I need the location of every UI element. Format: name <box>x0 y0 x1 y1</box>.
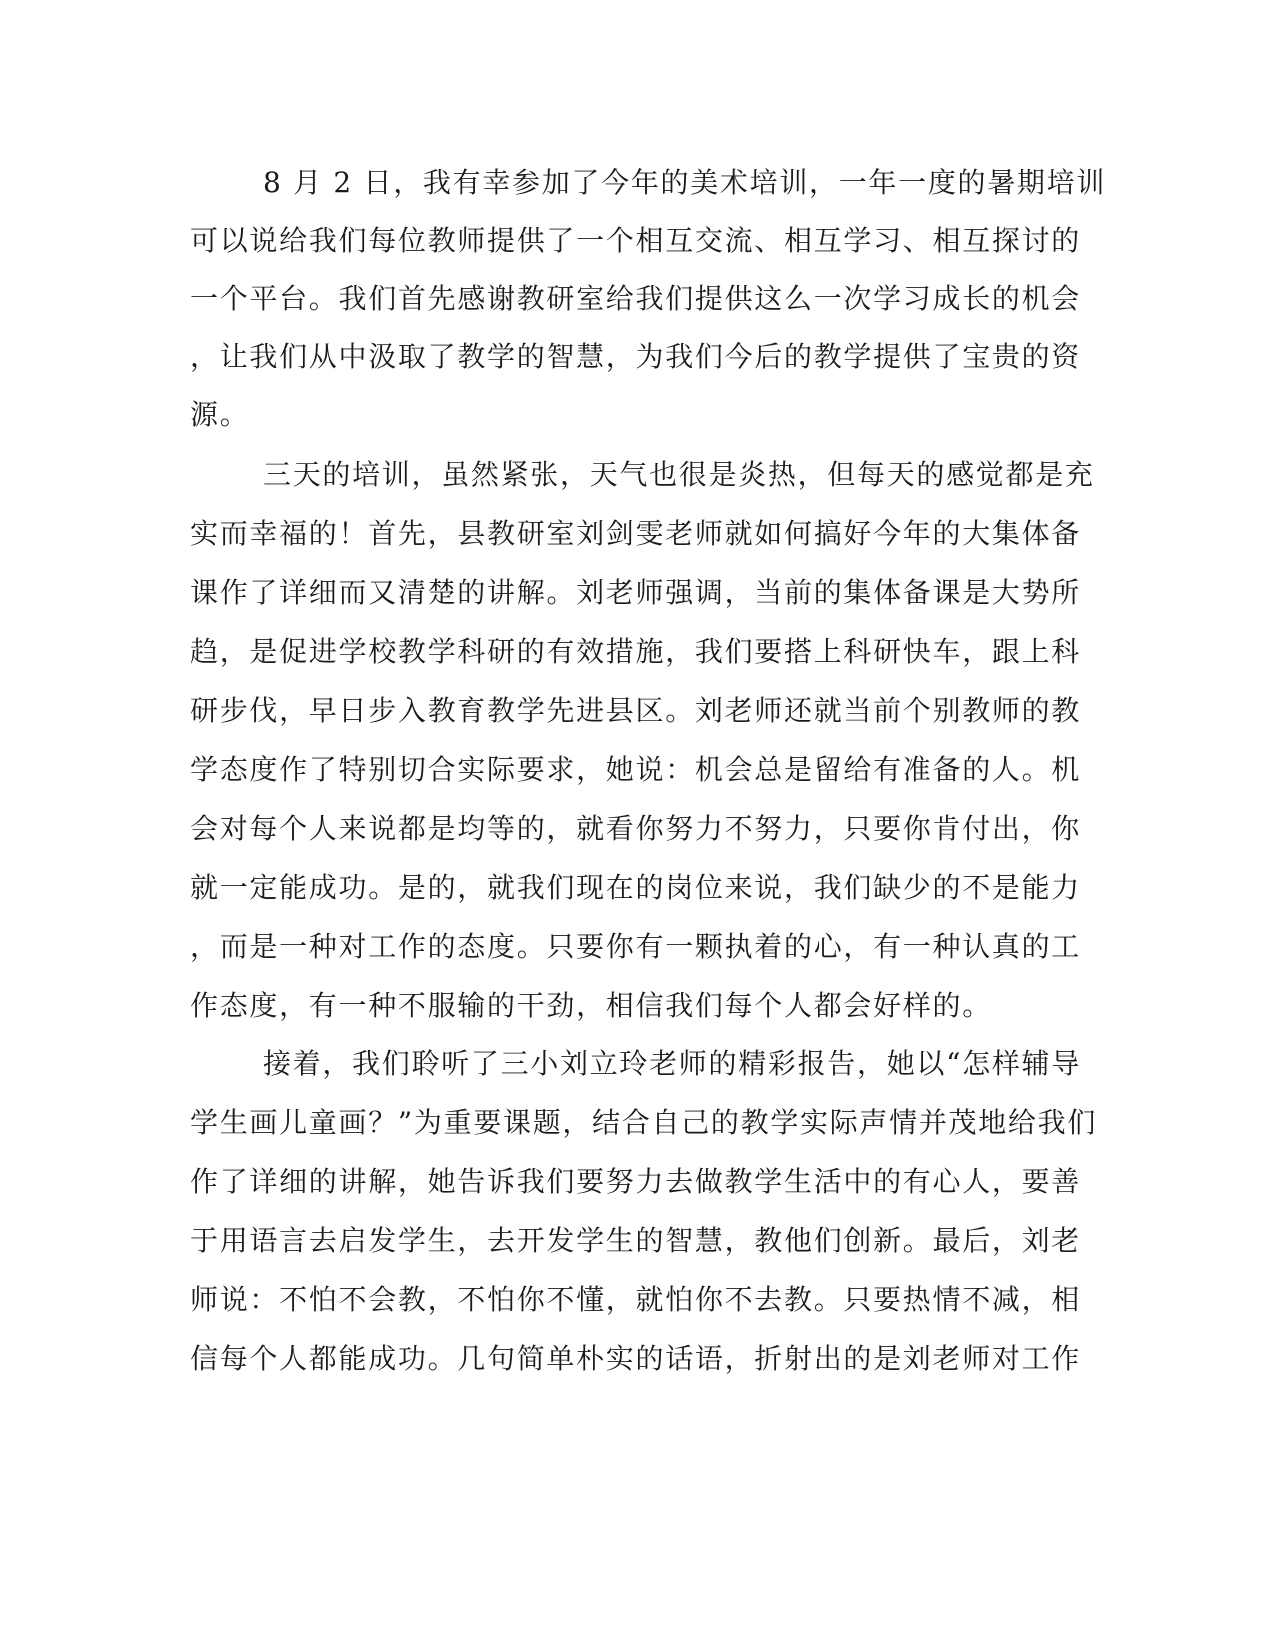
paragraph-2-line-1: 三天的培训，虽然紧张，天气也很是炎热，但每天的感觉都是充 <box>263 458 1095 491</box>
paragraph-3-line-3: 作了详细的讲解，她告诉我们要努力去做教学生活中的有心人，要善 <box>190 1165 1082 1198</box>
paragraph-3-line-1: 接着，我们聆听了三小刘立玲老师的精彩报告，她以“怎样辅导 <box>263 1047 1081 1080</box>
paragraph-1-line-4: ，让我们从中汲取了教学的智慧，为我们今后的教学提供了宝贵的资 <box>190 340 1082 373</box>
paragraph-2-line-6: 学态度作了特别切合实际要求，她说：机会总是留给有准备的人。机 <box>190 753 1082 786</box>
paragraph-1-line-3: 一个平台。我们首先感谢教研室给我们提供这么一次学习成长的机会 <box>190 282 1082 315</box>
paragraph-2-line-9: ，而是一种对工作的态度。只要你有一颗执着的心，有一种认真的工 <box>190 930 1082 963</box>
paragraph-1-line-2: 可以说给我们每位教师提供了一个相互交流、相互学习、相互探讨的 <box>190 224 1082 257</box>
paragraph-3-line-2: 学生画儿童画？”为重要课题，结合自己的教学实际声情并茂地给我们 <box>190 1106 1098 1139</box>
paragraph-2-line-2: 实而幸福的！首先，县教研室刘剑雯老师就如何搞好今年的大集体备 <box>190 517 1082 550</box>
paragraph-2-line-3: 课作了详细而又清楚的讲解。刘老师强调，当前的集体备课是大势所 <box>190 576 1082 609</box>
paragraph-2-line-4: 趋，是促进学校教学科研的有效措施，我们要搭上科研快车，跟上科 <box>190 635 1082 668</box>
paragraph-2-line-5: 研步伐，早日步入教育教学先进县区。刘老师还就当前个别教师的教 <box>190 694 1082 727</box>
paragraph-2-line-10: 作态度，有一种不服输的干劲，相信我们每个人都会好样的。 <box>190 989 992 1022</box>
paragraph-2-line-8: 就一定能成功。是的，就我们现在的岗位来说，我们缺少的不是能力 <box>190 871 1082 904</box>
paragraph-1-line-5: 源。 <box>190 398 250 431</box>
paragraph-3-line-4: 于用语言去启发学生，去开发学生的智慧，教他们创新。最后，刘老 <box>190 1224 1082 1257</box>
paragraph-3-line-6: 信每个人都能成功。几句简单朴实的话语，折射出的是刘老师对工作 <box>190 1342 1082 1375</box>
paragraph-3-line-5: 师说：不怕不会教，不怕你不懂，就怕你不去教。只要热情不减，相 <box>190 1283 1082 1316</box>
paragraph-1-line-1: 8 月 2 日，我有幸参加了今年的美术培训，一年一度的暑期培训 <box>263 166 1107 199</box>
paragraph-2-line-7: 会对每个人来说都是均等的，就看你努力不努力，只要你肯付出，你 <box>190 812 1082 845</box>
